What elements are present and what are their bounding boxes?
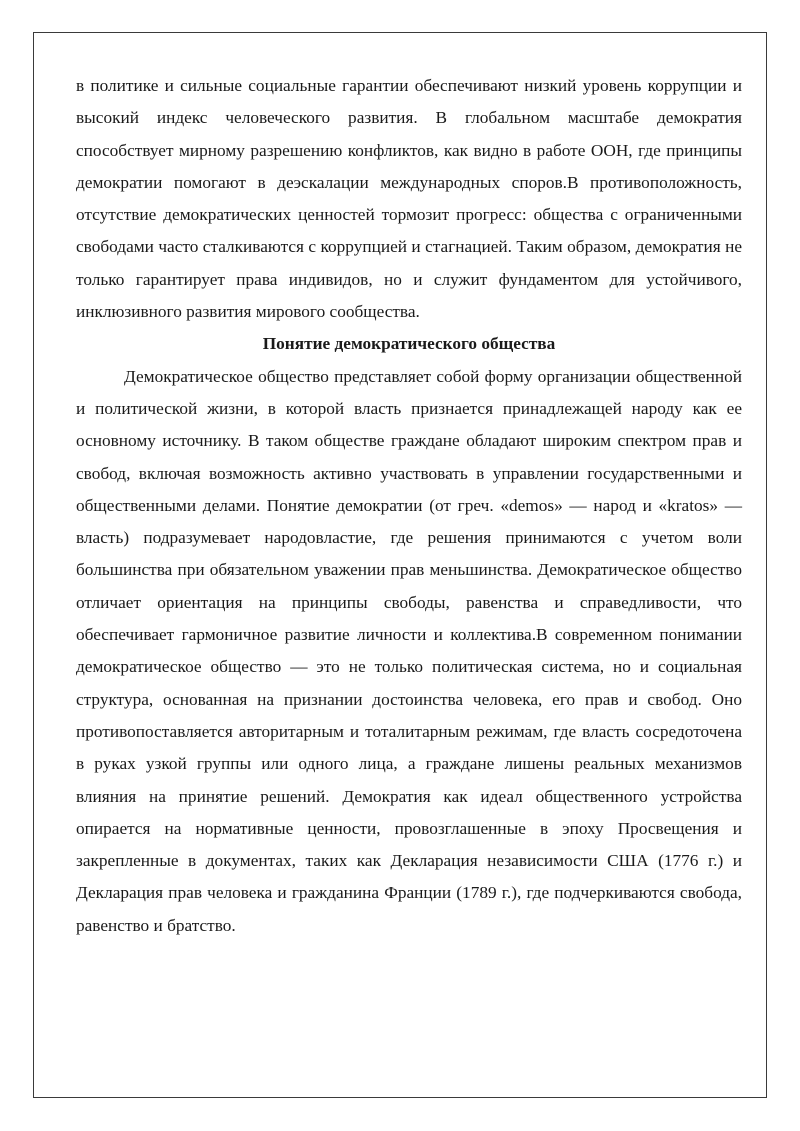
body-paragraph: в политике и сильные социальные гарантии обеспечивают низкий уровень коррупции и высокий индекс человеческого развития. В глобальном масштабе демократия способствует мирному разрешению конфликтов, как видно в работе ООН, где принципы демократии помогают в деэскалации международных споров.В противоположность, отсутствие демократических ценностей тормозит прогресс: общества с ограниченными свободами часто сталкиваются с коррупцией и стагнацией. Таким образом, демократия не только гарантирует права индивидов, но и служит фундаментом для устойчивого, инклюзивного развития мирового сообщества.: [76, 76, 742, 322]
document-body: [76, 70, 742, 942]
section-heading: Понятие демократического общества: [262, 334, 556, 354]
body-paragraph: Демократическое общество представляет собой форму организации общественной и политической жизни, в которой власть признается принадлежащей народу как ее основному источнику. В таком обществе граждане обладают широким спектром прав и свобод, включая возможность активно участвовать в управлении государственными и общественными делами. Понятие демократии (от греч. «demos» — народ и «kratos» — власть) подразумевает народовластие, где решения принимаются с учетом воли большинства при обязательном уважении прав меньшинства. Демократическое общество отличает ориентация на принципы свободы, равенства и справедливости, что обеспечивает гармоничное развитие личности и коллектива.В современном понимании демократическое общество — это не только политическая система, но и социальная структура, основанная на признании достоинства человека, его прав и свобод. Оно противопоставляется авторитарным и тоталитарным режимам, где власть сосредоточена в руках узкой группы или одного лица, а граждане лишены реальных механизмов влияния на принятие решений. Демократия как идеал общественного устройства опирается на нормативные ценности, провозглашенные в эпоху Просвещения и закрепленные в документах, таких как Декларация независимости США (1776 г.) и Декларация прав человека и гражданина Франции (1789 г.), где подчеркиваются свобода, равенство и братство.: [76, 366, 742, 935]
